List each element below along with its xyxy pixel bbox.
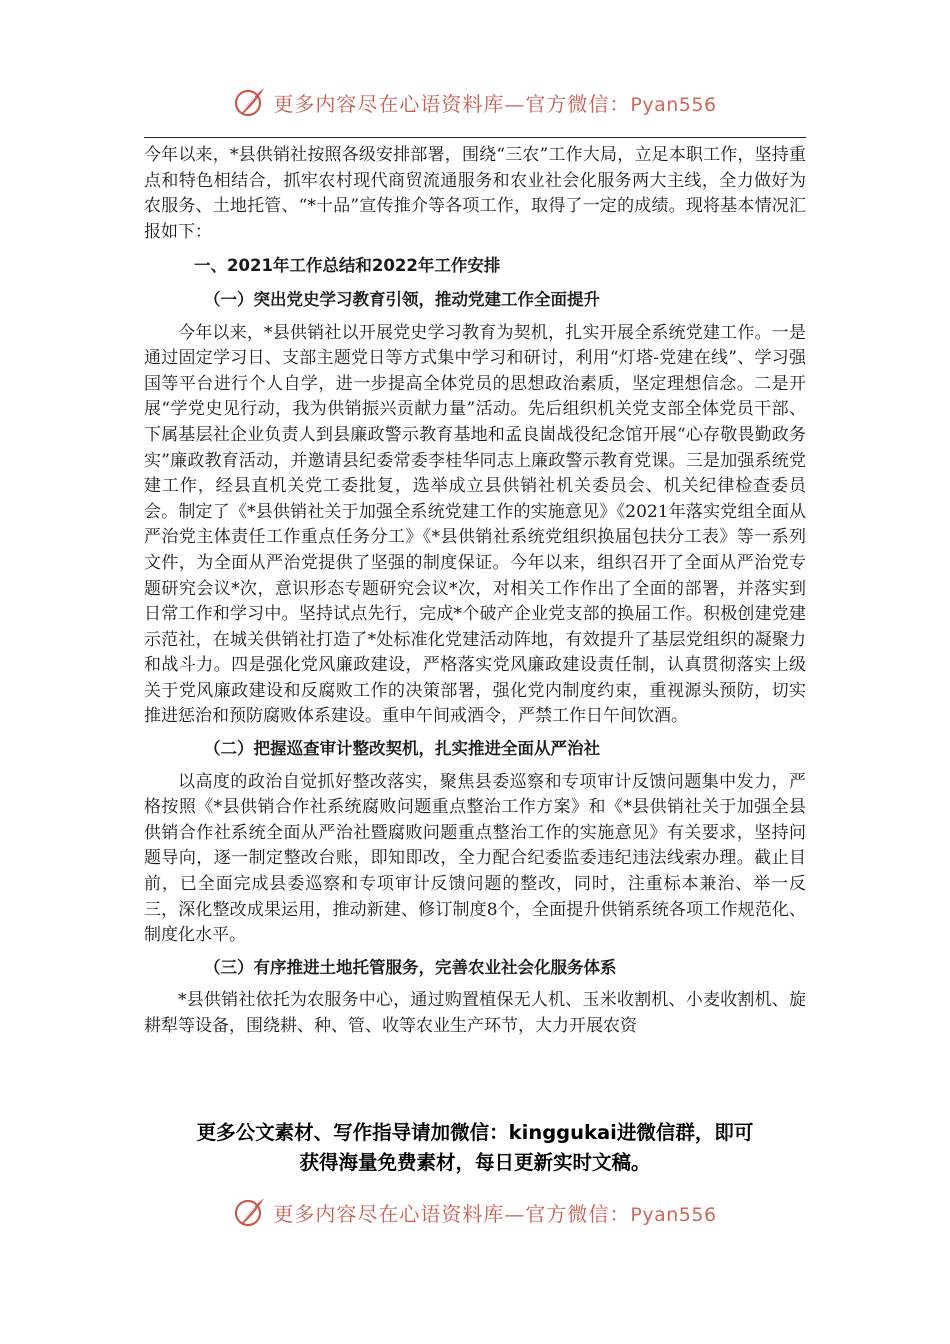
header-wechat-id: Pyan556 (630, 93, 717, 116)
promo-line-1: 更多公文素材、写作指导请加微信：kinggukai进微信群，即可 (196, 1121, 754, 1144)
section-2-heading: （二）把握巡查审计整改契机，扎实推进全面从严治社 (204, 739, 600, 759)
section-1-heading: （一）突出党史学习教育引领，推动党建工作全面提升 (204, 289, 600, 309)
header-divider (144, 137, 806, 138)
document-body (144, 143, 806, 1040)
promo-notice (130, 1118, 820, 1178)
heading-1: 一、2021年工作总结和2022年工作安排 (194, 256, 501, 276)
header-banner-text: 更多内容尽在心语资料库—官方微信：Pyan556 (273, 91, 717, 116)
section-3-body: *县供销社依托为农服务中心，通过购置植保无人机、玉米收割机、小麦收割机、旋耕犁等设备，围绕耕、种、管、收等农业生产环节，大力开展农资 (144, 990, 806, 1036)
header-banner (0, 82, 950, 122)
section-3-heading: （三）有序推进土地托管服务，完善农业社会化服务体系 (204, 957, 617, 977)
footer-wechat-id: Pyan556 (630, 1203, 717, 1226)
footer-banner-text: 更多内容尽在心语资料库—官方微信：Pyan556 (273, 1201, 717, 1226)
quill-pen-logo-icon (233, 1195, 267, 1229)
footer-banner (0, 1192, 950, 1232)
promo-line-2: 获得海量免费素材，每日更新实时文稿。 (299, 1151, 651, 1174)
intro-paragraph: 今年以来，*县供销社按照各级安排部署，围绕“三农”工作大局，立足本职工作，坚持重点和特色相结合，抓牢农村现代商贸流通服务和农业社会化服务两大主线，全力做好为农服务、土地托管、“*十品”宣传推介等各项工作，取得了一定的成绩。现将基本情况汇报如下： (144, 145, 806, 242)
section-2-body: 以高度的政治自觉抓好整改落实，聚焦县委巡察和专项审计反馈问题集中发力，严格按照《*县供销合作社系统腐败问题重点整治工作方案》和《*县供销社关于加强全县供销合作社系统全面从严治社暨腐败问题重点整治工作的实施意见》有关要求，坚持问题导向，逐一制定整改台账，即知即改，全力配合纪委监委违纪违法线索办理。截止目前，已全面完成县委巡察和专项审计反馈问题的整改，同时，注重标本兼治、举一反三，深化整改成果运用，推动新建、修订制度8个，全面提升供销系统各项工作规范化、制度化水平。 (144, 771, 806, 946)
section-1-body: 今年以来，*县供销社以开展党史学习教育为契机，扎实开展全系统党建工作。一是通过固定学习日、支部主题党日等方式集中学习和研讨，利用“灯塔-党建在线”、学习强国等平台进行个人自学，进一步提高全体党员的思想政治素质，坚定理想信念。二是开展“学党史见行动，我为供销振兴贡献力量”活动。先后组织机关党支部全体党员干部、下属基层社企业负责人到县廉政警示教育基地和孟良崮战役纪念馆开展“心存敬畏勤政务实”廉政教育活动，并邀请县纪委常委李桂华同志上廉政警示教育党课。三是加强系统党建工作，经县直机关党工委批复，选举成立县供销社机关委员会、机关纪律检查委员会。制定了《*县供销社关于加强全系统党建工作的实施意见》《2021年落实党组全面从严治党主体责任工作重点任务分工》《*县供销社系统党组织换届包扶分工表》等一系列文件，为全面从严治党提供了坚强的制度保证。今年以来，组织召开了全面从严治党专题研究会议*次，意识形态专题研究会议*次，对相关工作作出了全面的部署，并落实到日常工作和学习中。坚持试点先行，完成*个破产企业党支部的换届工作。积极创建党建示范社，在城关供销社打造了*处标准化党建活动阵地，有效提升了基层党组织的凝聚力和战斗力。四是强化党风廉政建设，严格落实党风廉政建设责任制，认真贯彻落实上级关于党风廉政建设和反腐败工作的决策部署，强化党内制度约束，重视源头预防，切实推进惩治和预防腐败体系建设。重申午间戒酒令，严禁工作日午间饮酒。 (144, 322, 806, 727)
quill-pen-logo-icon (233, 85, 267, 119)
